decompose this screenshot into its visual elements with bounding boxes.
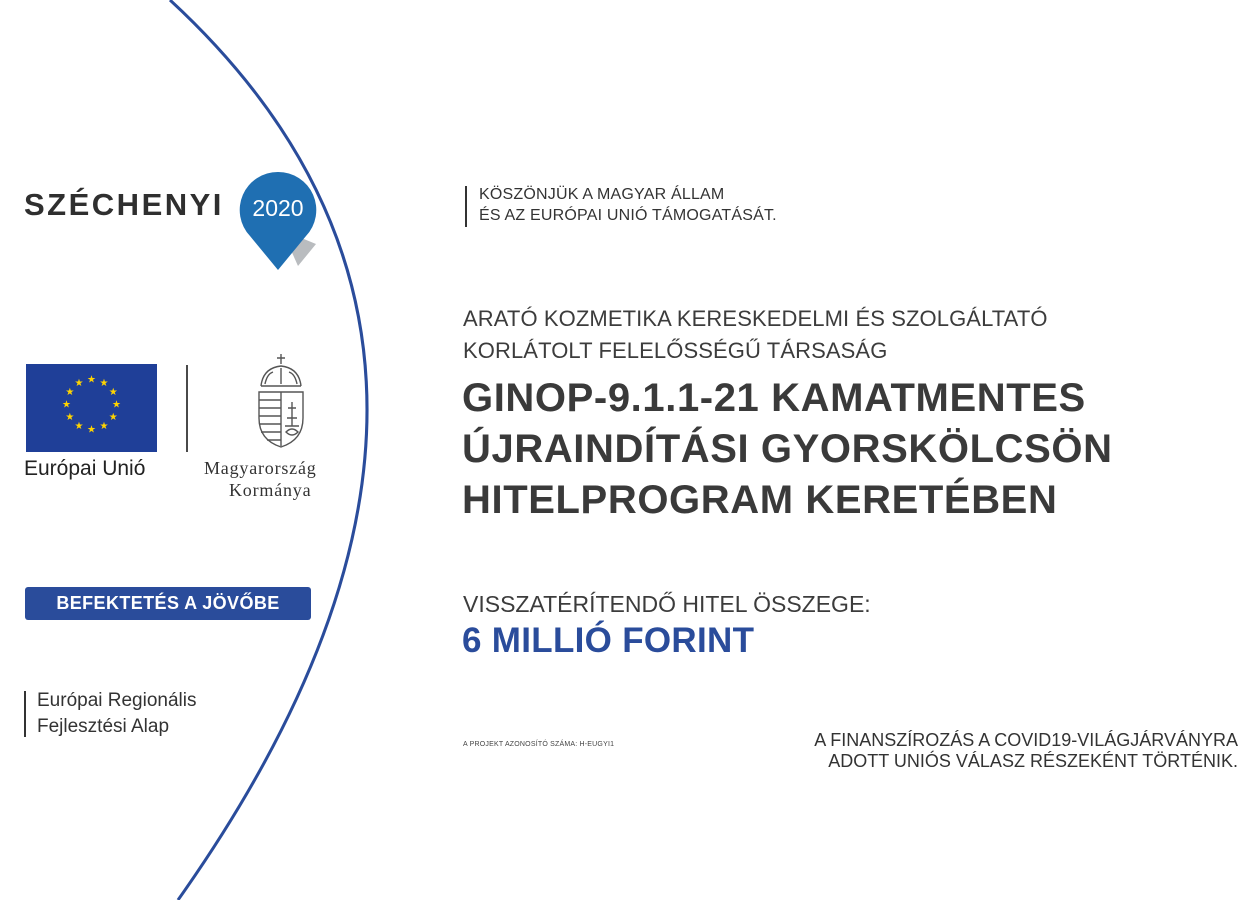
project-id: A PROJEKT AZONOSÍTÓ SZÁMA: H-EUGYI1 bbox=[463, 741, 615, 748]
svg-text:★: ★ bbox=[112, 399, 121, 411]
svg-text:★: ★ bbox=[62, 399, 71, 411]
company-name-line-1: ARATÓ KOZMETIKA KERESKEDELMI ÉS SZOLGÁLTATÓ bbox=[463, 306, 1048, 331]
thanks-line-1: KÖSZÖNJÜK A MAGYAR ÁLLAM bbox=[479, 186, 725, 203]
covid-note-line-1: A FINANSZÍROZÁS A COVID19-VILÁGJÁRVÁNYRA bbox=[814, 730, 1238, 750]
svg-text:★: ★ bbox=[108, 412, 118, 423]
svg-text:★: ★ bbox=[108, 387, 118, 398]
loan-amount-value: 6 MILLIÓ FORINT bbox=[462, 621, 755, 660]
svg-text:★: ★ bbox=[87, 374, 96, 386]
company-name-line-2: KORLÁTOLT FELELŐSSÉGŰ TÁRSASÁG bbox=[463, 338, 888, 363]
svg-text:★: ★ bbox=[65, 387, 75, 398]
fund-name-line-1: Európai Regionális bbox=[37, 690, 197, 711]
thanks-divider bbox=[465, 186, 467, 227]
fund-divider bbox=[24, 691, 26, 737]
program-title-line-1: GINOP-9.1.1-21 KAMATMENTES bbox=[462, 376, 1086, 420]
svg-text:★: ★ bbox=[87, 424, 96, 436]
szechenyi-logo-text: SZÉCHENYI bbox=[24, 187, 224, 222]
thanks-line-2: ÉS AZ EURÓPAI UNIÓ TÁMOGATÁSÁT. bbox=[479, 207, 777, 224]
program-title-line-2: ÚJRAINDÍTÁSI GYORSKÖLCSÖN bbox=[462, 427, 1113, 471]
logo-divider bbox=[186, 365, 188, 452]
coat-of-arms-icon bbox=[253, 352, 309, 449]
government-line-1: Magyarország bbox=[204, 458, 317, 478]
fund-name-line-2: Fejlesztési Alap bbox=[37, 716, 170, 737]
eu-flag-icon bbox=[26, 364, 157, 452]
covid-note-line-2: ADOTT UNIÓS VÁLASZ RÉSZEKÉNT TÖRTÉNIK. bbox=[828, 751, 1238, 771]
svg-text:★: ★ bbox=[74, 421, 84, 433]
svg-text:★: ★ bbox=[65, 412, 75, 423]
svg-text:★: ★ bbox=[99, 377, 109, 389]
program-title-line-3: HITELPROGRAM KERETÉBEN bbox=[462, 478, 1058, 522]
eu-label: Európai Unió bbox=[24, 457, 146, 480]
svg-text:★: ★ bbox=[99, 421, 109, 433]
government-line-2: Kormánya bbox=[229, 480, 312, 500]
invest-in-future-banner: BEFEKTETÉS A JÖVŐBE bbox=[25, 587, 311, 620]
location-pin-icon bbox=[238, 170, 318, 274]
loan-amount-label: VISSZATÉRÍTENDŐ HITEL ÖSSZEGE: bbox=[463, 591, 871, 617]
svg-text:★: ★ bbox=[74, 377, 84, 389]
szechenyi-year: 2020 bbox=[252, 195, 304, 221]
